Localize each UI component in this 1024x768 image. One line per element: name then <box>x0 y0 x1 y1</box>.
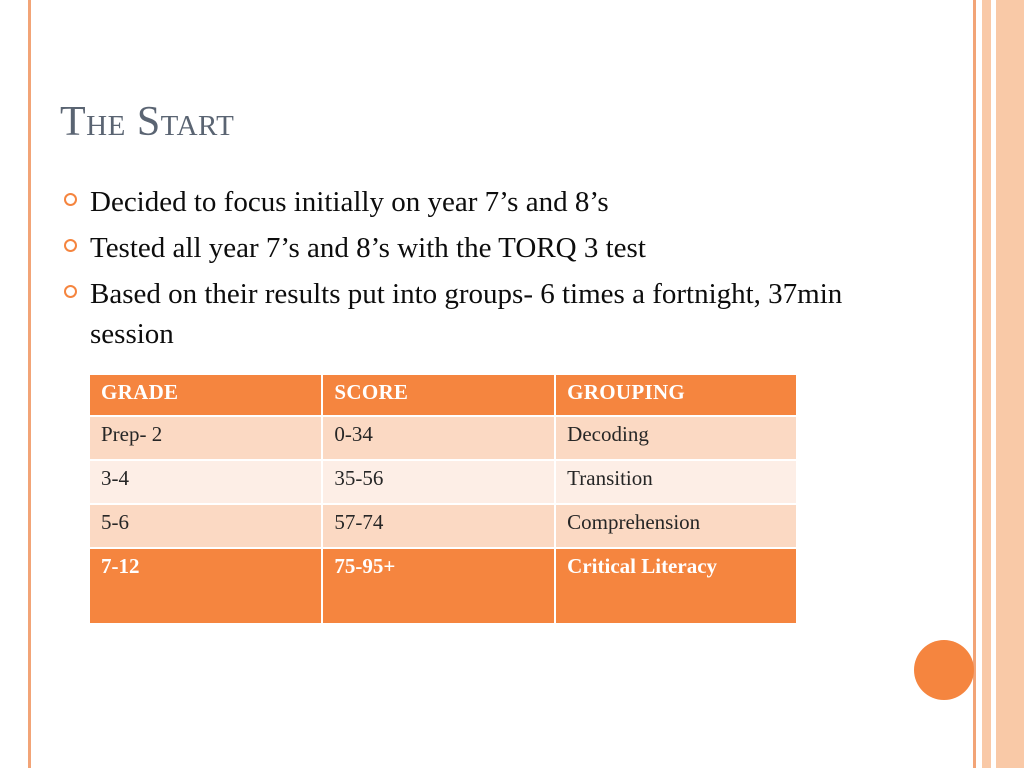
right-decoration-gap-1 <box>991 0 996 768</box>
table-row <box>89 504 797 548</box>
table-header-row <box>89 374 797 416</box>
cell-score: 35-56 <box>322 460 555 504</box>
list-item <box>60 228 890 268</box>
slide-title: The Start <box>60 99 235 145</box>
grade-score-grouping-table <box>88 373 798 625</box>
cell-grouping: Comprehension <box>555 504 797 548</box>
cell-grade: 3-4 <box>89 460 322 504</box>
bullet-marker <box>60 182 90 206</box>
cell-score: 75-95+ <box>322 548 555 624</box>
cell-score: 57-74 <box>322 504 555 548</box>
bullet-text: Based on their results put into groups- 6 times a fortnight, 37min session <box>90 278 843 351</box>
ring-bullet-icon <box>64 239 77 252</box>
table-row <box>89 416 797 460</box>
cell-grade: 7-12 <box>89 548 322 624</box>
bullet-marker <box>60 274 90 298</box>
right-decoration-band-outer <box>996 0 1024 768</box>
cell-grade: Prep- 2 <box>89 416 322 460</box>
column-header-score: SCORE <box>322 374 555 416</box>
right-decoration-gap-2 <box>976 0 982 768</box>
cell-grouping: Critical Literacy <box>555 548 797 624</box>
column-header-grouping: GROUPING <box>555 374 797 416</box>
cell-grouping: Transition <box>555 460 797 504</box>
cell-grouping: Decoding <box>555 416 797 460</box>
list-item <box>60 274 890 354</box>
right-decoration-rule <box>973 0 976 768</box>
bullet-list <box>60 182 890 360</box>
bullet-text: Tested all year 7’s and 8’s with the TORQ 3 test <box>90 232 646 265</box>
bullet-text: Decided to focus initially on year 7’s and 8’s <box>90 186 609 218</box>
left-accent-rule <box>28 0 31 768</box>
table-row <box>89 460 797 504</box>
cell-grade: 5-6 <box>89 504 322 548</box>
cell-score: 0-34 <box>322 416 555 460</box>
ring-bullet-icon <box>64 193 77 206</box>
list-item <box>60 182 890 222</box>
ring-bullet-icon <box>64 285 77 298</box>
column-header-grade: GRADE <box>89 374 322 416</box>
bullet-marker <box>60 228 90 252</box>
table-row <box>89 548 797 624</box>
right-decoration-band-middle <box>982 0 991 768</box>
decorative-circle <box>914 640 974 700</box>
